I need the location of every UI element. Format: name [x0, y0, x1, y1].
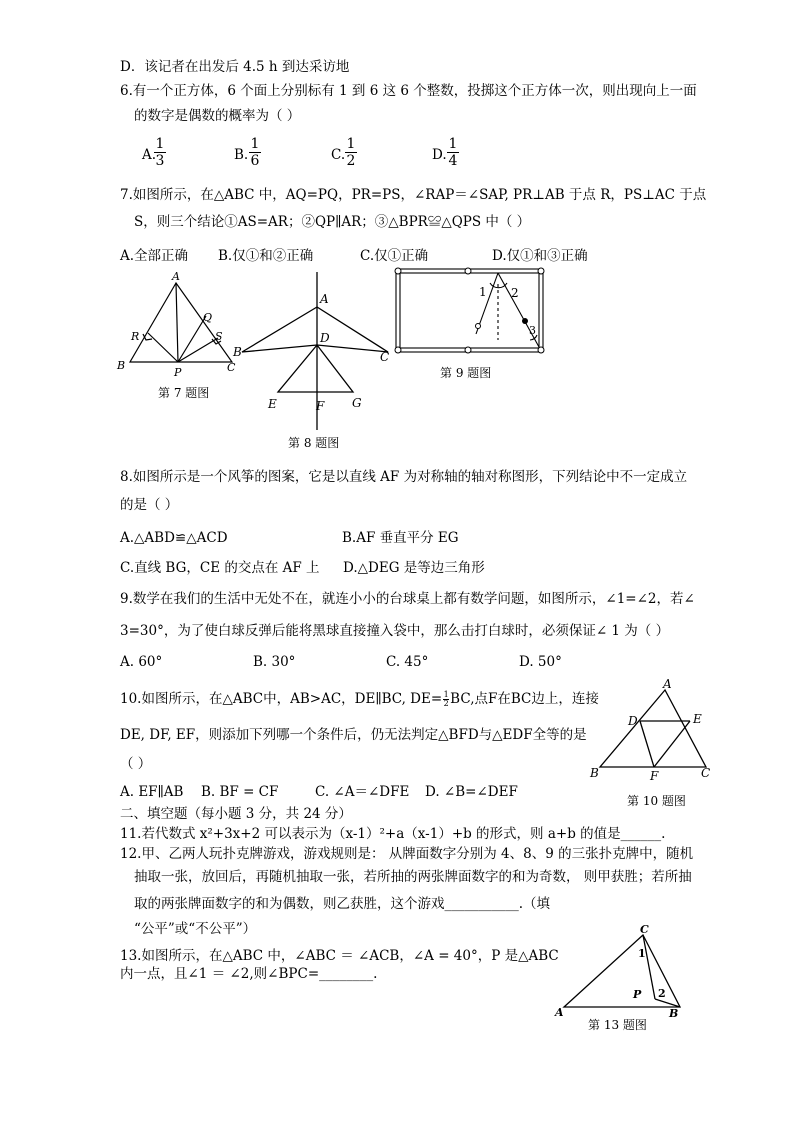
fig7-label-p: P: [174, 366, 182, 379]
fig8-label-e: E: [268, 397, 277, 411]
q9-stem-line1: 9.数学在我们的生活中无处不在，就连小小的台球桌上都有数学问题，如图所示，∠1=∠2，若∠: [120, 591, 695, 607]
q9-option-c: C. 45°: [386, 654, 429, 670]
fig7-label-r: R: [131, 330, 140, 343]
q8-option-b: B.AF 垂直平分 EG: [342, 530, 459, 546]
q9-option-b: B. 30°: [253, 654, 296, 670]
q8-option-a: A.△ABD≌△ACD: [120, 530, 228, 546]
q6-option-c-label: C.: [331, 147, 346, 163]
q7-option-d: D.仅①和③正确: [492, 248, 588, 264]
fig7-caption: 第 7 题图: [158, 386, 210, 400]
fig10-label-f: F: [650, 769, 659, 783]
fig8-label-f: F: [316, 399, 325, 413]
fig13-label-b: B: [669, 1007, 679, 1020]
q10-option-b: B. BF = CF: [201, 784, 279, 800]
q7-stem-line2: S，则三个结论①AS=AR；②QP∥AR；③△BPR≌△QPS 中（ ）: [134, 214, 531, 230]
q12-stem-line1: 12.甲、乙两人玩扑克牌游戏，游戏规则是： 从牌面数字分别为 4、8、9 的三张扑克牌中，随机: [120, 846, 694, 862]
q8-option-d: D.△DEG 是等边三角形: [343, 560, 485, 576]
fig10-label-a: A: [663, 677, 672, 691]
fig13-label-a: A: [555, 1006, 564, 1019]
q6-option-d-fraction: 1 4: [448, 136, 458, 169]
q9-stem-line2: 3=30°，为了使白球反弹后能将黑球直接撞入袋中，那么击打白球时，必须保证∠ 1 为（ ）: [120, 623, 670, 639]
q10-stem-line3: （ ）: [120, 756, 152, 772]
q13-stem-line1: 13.如图所示，在△ABC 中，∠ABC ＝ ∠ACB，∠A = 40°，P 是△ABC: [120, 948, 559, 964]
fig7-label-q: Q: [203, 311, 213, 324]
q12-stem-line3: 取的两张牌面数字的和为偶数，则乙获胜，这个游戏___________.（填: [134, 896, 551, 912]
section-2-heading: 二、填空题（每小题 3 分，共 24 分）: [120, 806, 352, 822]
fig10-label-c: C: [701, 766, 711, 780]
q7-stem-line1: 7.如图所示，在△ABC 中，AQ=PQ，PR=PS，∠RAP＝∠SAP, PR⊥AB 于点 R，PS⊥AC 于点: [120, 187, 707, 203]
q12-stem-line4: “公平”或“不公平”）: [134, 921, 257, 937]
fig7-label-c: C: [227, 361, 236, 374]
q8-option-c: C.直线 BG，CE 的交点在 AF 上: [120, 560, 320, 576]
fig13-angle-1: 1: [638, 947, 646, 960]
fig9-angle-3: 3: [529, 324, 536, 337]
q7-option-a: A.全部正确: [120, 248, 189, 264]
q6-option-d-label: D.: [432, 147, 447, 163]
q7-option-b: B.仅①和②正确: [218, 248, 314, 264]
fig7-label-s: S: [215, 330, 223, 343]
fig7-label-b: B: [117, 359, 126, 372]
q6-option-b-label: B.: [234, 147, 249, 163]
fig9-angle-1: 1: [479, 285, 487, 299]
q7-option-c: C.仅①正确: [360, 248, 429, 264]
fig13-label-p: P: [633, 988, 642, 1001]
q10-fraction-half: $\frac{1}{2}$: [443, 690, 449, 708]
fig8-label-d: D: [320, 331, 330, 345]
q10-stem-line1-b: BC,点F在BC边上，连接: [450, 691, 599, 707]
fig13-caption: 第 13 题图: [588, 1018, 647, 1032]
q6-option-c-fraction: 1 2: [346, 136, 356, 169]
fig13-angle-2: 2: [658, 987, 666, 1000]
q10-stem-line1-a: 10.如图所示，在△ABC中，AB>AC，DE∥BC, DE=: [120, 691, 443, 707]
fig10-label-e: E: [693, 712, 702, 726]
fig9-angle-2: 2: [511, 286, 519, 300]
q6-stem-line1: 6.有一个正方体，6 个面上分别标有 1 到 6 这 6 个整数，投掷这个正方体一次，则出现向上一面: [120, 83, 697, 99]
fig9-caption: 第 9 题图: [440, 366, 492, 380]
q6-stem-line2: 的数字是偶数的概率为（ ）: [134, 108, 301, 124]
fig7-label-a: A: [172, 270, 180, 283]
q8-stem-line1: 8.如图所示是一个风筝的图案，它是以直线 AF 为对称轴的轴对称图形，下列结论中不一定成立: [120, 469, 688, 485]
q11-stem: 11.若代数式 x²+3x+2 可以表示为（x-1）²+a（x-1）+b 的形式，则 a+b 的值是______.: [120, 826, 666, 842]
q10-option-c: C. ∠A＝∠DFE: [315, 784, 410, 800]
q6-option-b-fraction: 1 6: [250, 136, 260, 169]
q12-stem-line2: 抽取一张，放回后，再随机抽取一张，若所抽的两张牌面数字的和为奇数， 则甲获胜；若所抽: [134, 869, 692, 885]
q13-stem-line2: 内一点，且∠1 ＝ ∠2,则∠BPC=________.: [120, 966, 378, 982]
q6-option-a-label: A.: [142, 147, 157, 163]
fig10-label-d: D: [628, 714, 638, 728]
fig8-caption: 第 8 题图: [288, 436, 340, 450]
q8-stem-line2: 的是（ ）: [120, 497, 179, 513]
q10-stem-line2: DE, DF, EF，则添加下列哪一个条件后，仍无法判定△BFD与△EDF全等的是: [120, 727, 587, 743]
fig13-label-c: C: [640, 923, 649, 936]
q9-option-a: A. 60°: [120, 654, 163, 670]
fig8-label-g: G: [352, 396, 362, 410]
q6-option-a-fraction: 1 3: [155, 136, 165, 169]
fig8-label-c: C: [380, 350, 390, 364]
fig8-label-a: A: [320, 292, 329, 306]
q10-option-d: D. ∠B=∠DEF: [425, 784, 518, 800]
fig10-caption: 第 10 题图: [627, 794, 686, 808]
q9-option-d: D. 50°: [519, 654, 562, 670]
q10-option-a: A. EF∥AB: [120, 784, 184, 800]
fig10-label-b: B: [590, 766, 599, 780]
q5-option-d: D．该记者在出发后 4.5 h 到达采访地: [120, 59, 350, 75]
fig8-label-b: B: [233, 345, 242, 359]
